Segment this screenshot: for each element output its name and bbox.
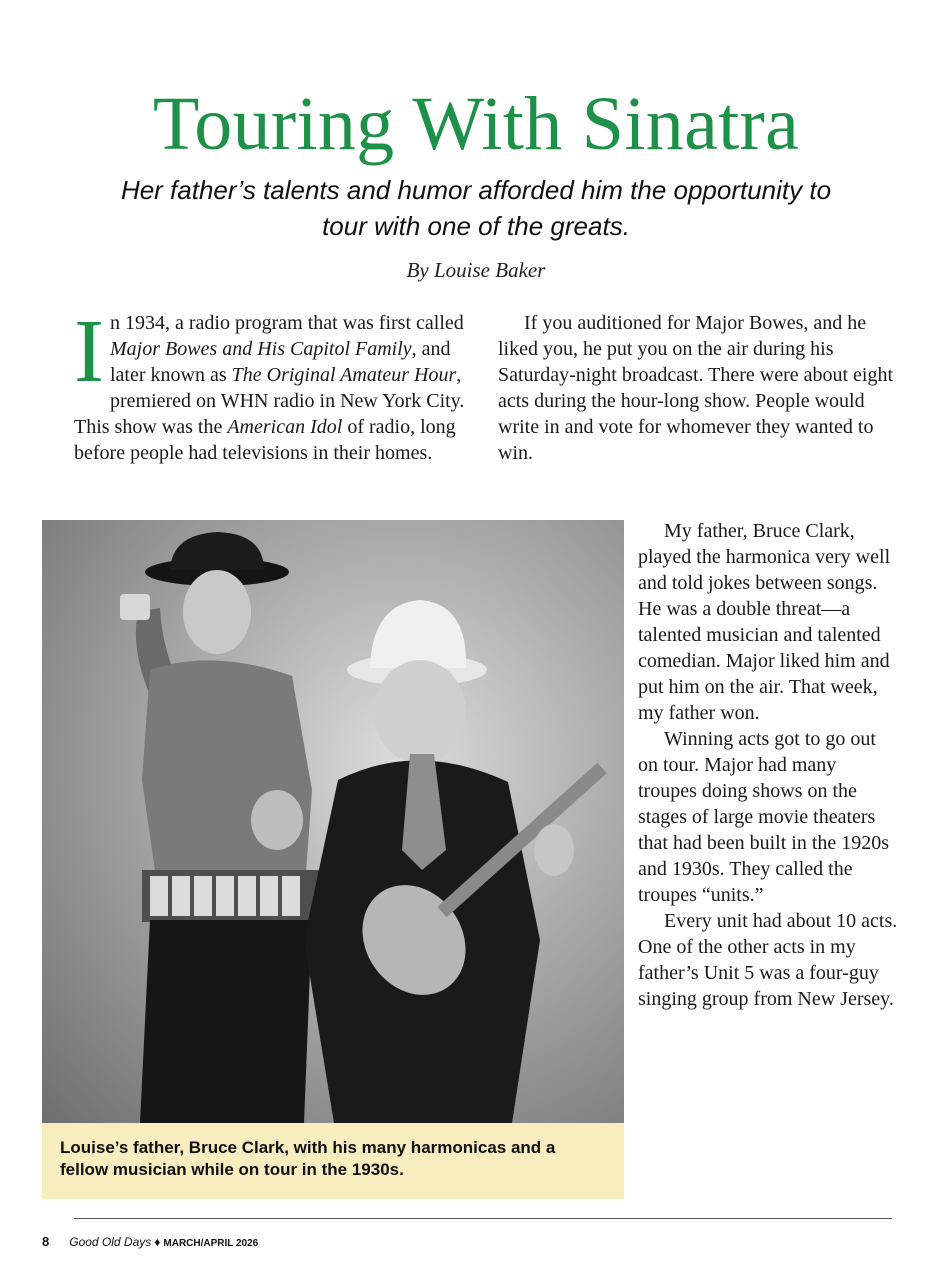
- paragraph-4: Winning acts got to go out on tour. Major had many troupes doing shows on the stages of large movie theaters that had been built in the 1920s and 1930s. They called the troupes “units.”: [638, 728, 890, 906]
- photo-illustration: [42, 520, 624, 1123]
- hat-crown-left: [170, 532, 264, 570]
- paragraph-3: My father, Bruce Clark, played the harmonica very well and told jokes between songs. He was a double threat—a talented musician and talented comedian. Major liked him and put him on the air. That week, my father won.: [638, 520, 891, 724]
- paragraph-1-text-a: n 1934, a radio program that was first called: [109, 312, 464, 334]
- historic-photo: [42, 520, 624, 1123]
- magazine-name: Good Old Days: [69, 1235, 152, 1249]
- paragraph-1-text-b: , and later known as: [109, 338, 451, 386]
- column-2: [498, 310, 898, 466]
- hand-right: [534, 824, 574, 876]
- byline: By Louise Baker: [406, 258, 546, 282]
- column-3: [638, 518, 898, 1012]
- diamond-separator-icon: ♦: [154, 1235, 161, 1249]
- article-title: Touring With Sinatra: [152, 82, 800, 166]
- article-subtitle: Her father’s talents and humor afforded him the opportunity to tour with one of the greats.: [120, 175, 832, 241]
- column-1: [74, 302, 484, 466]
- issue-date: MARCH/APRIL 2026: [163, 1238, 259, 1249]
- paragraph-1-text-d: of radio, long before people had televisions in their homes.: [74, 416, 456, 464]
- paragraph-2: If you auditioned for Major Bowes, and he liked you, he put you on the air during his Saturday-night broadcast. There were about eight acts during the hour-long show. People would write in and vote for whomever they wanted to win.: [498, 312, 894, 464]
- footer-rule: [74, 1218, 892, 1219]
- show-name-2: The Original Amateur Hour: [231, 364, 457, 386]
- harmonica-held-icon: [120, 594, 150, 620]
- photo-caption: Louise’s father, Bruce Clark, with his many harmonicas and a fellow musician while on tour in the 1930s.: [42, 1123, 624, 1199]
- show-name-1: Major Bowes and His Capitol Family: [109, 338, 412, 360]
- paragraph-1-text-c: , premiered on WHN radio in New York City. This show was the: [74, 364, 465, 438]
- paragraph-1: [74, 302, 484, 466]
- harmonicas-icon: [150, 876, 300, 916]
- paragraph-5: Every unit had about 10 acts. One of the other acts in my father’s Unit 5 was a four-guy singing group from New Jersey.: [638, 910, 898, 1010]
- face-right: [374, 660, 466, 764]
- page-footer: [42, 1234, 258, 1252]
- drop-cap: I: [74, 302, 104, 401]
- face-left: [183, 570, 251, 654]
- hand-left: [251, 790, 303, 850]
- page-number: 8: [42, 1234, 50, 1249]
- shirt-left: [142, 660, 312, 906]
- trousers-left: [140, 920, 312, 1123]
- hat-crown-right: [370, 600, 466, 668]
- show-name-3: American Idol: [227, 416, 343, 438]
